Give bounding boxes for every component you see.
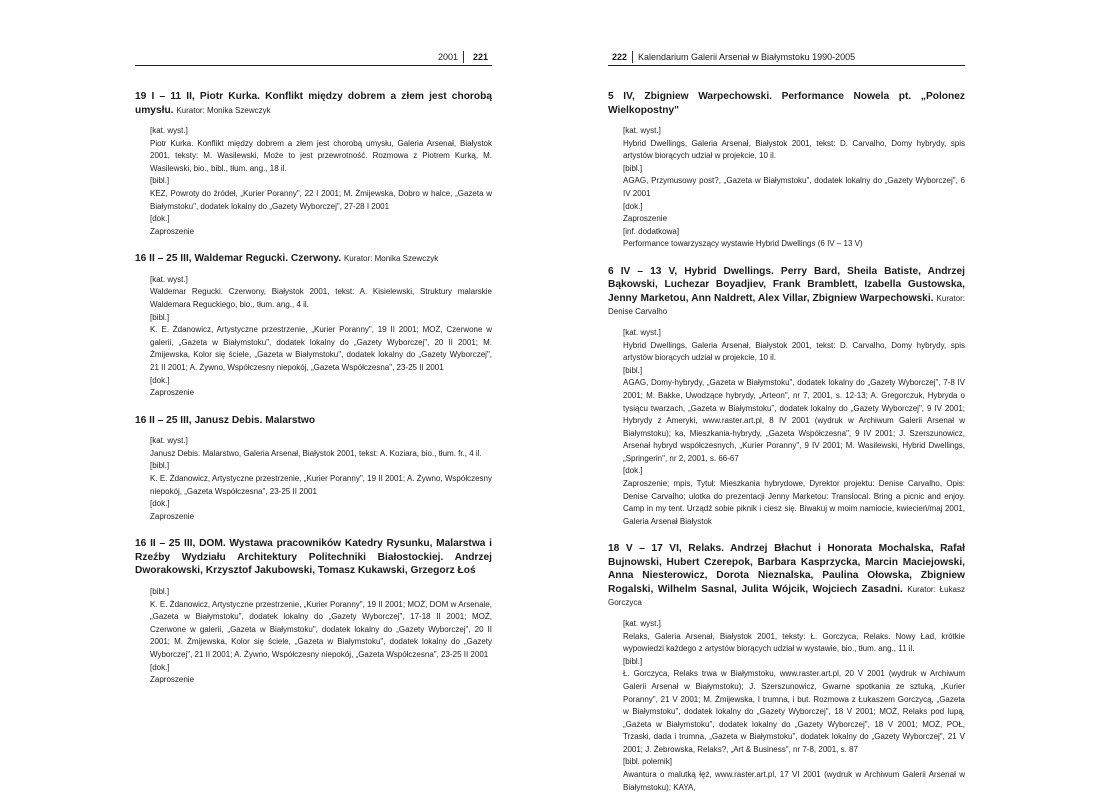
entry-body — [135, 125, 492, 238]
entry-line: Piotr Kurka. Konflikt między dobrem a złem jest chorobą umysłu, Galeria Arsenał, Białystok 2001, teksty: M. Wasilewski, Może to jest przewrotność. Rozmowa z Piotrem Kurką, M. Wasilewski, bio., bibl., tłum. ang., 18 il. — [150, 138, 492, 173]
entry-line: AGAG, Domy-hybrydy, „Gazeta w Białymstoku", dodatek lokalny do „Gazety Wyborczej", 7-8 IV 2001; M. Bakke, Uwodzące hybrydy, „Arteon", nr 7, 2001, s. 12-13; A. Gregorczuk, Hybryda o tysiącu twarzach, „Gazeta w Białymstoku", dodatek lokalny do „Gazety Wyborczej", 9 IV 2001; Hybrydy z Ameryki, www.raster.art.pl, 8 IV 2001 (wydruk w Archiwum Galerii Arsenał w Białymstoku); ka, Mieszkania-hybrydy, „Gazeta Współczesna", 9 IV 2001; J. Szerszunowicz, Arsenał hybryd współczesnych, „Kurier Poranny", 9 IV 2001; M. Wasilewski, Hybrid Dwellings, „Springerin", nr 2, 2001, s. 66-67 — [623, 378, 965, 463]
header-divider — [463, 51, 464, 63]
page-number: 221 — [472, 52, 488, 62]
entry-line: Relaks, Galeria Arsenał, Białystok 2001, teksty: Ł. Gorczyca, Relaks. Nowy Ład, krótkie wypowiedzi każdego z artystów biorących udział w wystawie, bio., tłum. ang., 11 il. — [623, 631, 965, 654]
entry-title: 16 II – 25 III, Waldemar Regucki. Czerwony. — [135, 253, 342, 265]
entry-line: Awantura o malutką łęż, www.raster.art.pl, 17 VI 2001 (wydruk w Archiwum Galerii Arsenał w Białymstoku); KAYA, — [623, 770, 965, 792]
entry-line: [bibl.] — [150, 586, 170, 596]
entry-line: K. E. Żdanowicz, Artystyczne przestrzenie, „Kurier Poranny", 19 II 2001; A. Żywno, Współczesny niepokój, „Gazeta Współczesna", 23-25 II 2001 — [150, 474, 492, 496]
page-header — [135, 49, 492, 66]
entry-line: K. E. Żdanowicz, Artystyczne przestrzenie, „Kurier Poranny", 19 II 2001; MOŻ, Czerwone w galerii, „Gazeta w Białymstoku", dodatek lokalny do „Gazety Wyborczej", 20 II 2001; M. Żmijewska, Kolor się ściele, „Gazeta w Białymstoku", dodatek lokalny do „Gazety Wyborczej", 21 II 2001; A. Żywno, Współczesny niepokój, „Gazeta Współczesna", 23-25 II 2001 — [150, 325, 492, 372]
entry-line: Performance towarzyszący wystawie Hybrid Dwellings (6 IV – 13 V) — [623, 239, 863, 249]
entry-line: Zaproszenie — [150, 675, 195, 685]
entry-curator: Kurator: Łukasz Gorczyca — [608, 584, 965, 608]
entry-body — [135, 586, 492, 687]
page-number: 222 — [612, 52, 628, 62]
entry-line: Hybrid Dwellings, Galeria Arsenał, Białystok 2001, tekst: D. Carvalho, Domy hybrydy, spis artystów biorących udział w projekcie, 10 il. — [623, 138, 965, 161]
entry-line: [bibl.] — [150, 176, 170, 186]
entry — [135, 414, 492, 524]
entry-line: [kat. wyst.] — [150, 274, 188, 284]
entry-line: [bibl.] — [623, 656, 643, 666]
header-divider — [632, 51, 633, 63]
entry-line: [kat. wyst.] — [623, 327, 661, 337]
entry — [135, 252, 492, 399]
entry-line: Ł. Gorczyca, Relaks trwa w Białymstoku, www.raster.art.pl, 20 V 2001 (wydruk w Archiwum Galerii Arsenał w Białymstoku); J. Szerszunowicz, Gwarne spotkania ze sztuką, „Kurier Poranny", 21 V 2001; M. Żmijewska, I trumna, i but. Rozmowa z Łukaszem Gorczycą, „Gazeta w Białymstoku", dodatek lokalny do „Gazety Wyborczej", 18 V 2001; MOŻ, Relaks pod lupą, „Gazeta w Białymstoku", dodatek lokalny do „Gazety Wyborczej", 18 V 2001; MOŻ, POŁ, Trzaski, dada i trumna, „Gazeta w Białymstoku", dodatek lokalny do „Gazety Wyborczej", 21 V 2001; J. Żebrowska, Relaks?, „Art & Business", nr 7-8, 2001, s. 87 — [623, 669, 965, 754]
entry-curator: Kurator: Monika Szewczyk — [176, 105, 271, 115]
entry-line: Zaproszenie; mpis, Tytuł: Mieszkania hybrydowe, Dyrektor projektu: Denise Carvalho, Opis: Denise Carvalho; ulotka do prezentacji Jenny Marketou: Translocal. Bring a picnic and enjoy. Camp in my tent. Urządź sobie piknik i ciesz się. Biwakuj w moim namiocie, kwiecień/maj 2001, Galeria Arsenał Białystok — [623, 479, 965, 526]
entry-line: [inf. dodatkowa] — [623, 226, 680, 236]
entry-body — [135, 274, 492, 400]
entry-line: AGAG, Przymusowy post?, „Gazeta w Białymstoku", dodatek lokalny do „Gazety Wyborczej", 6 IV 2001 — [623, 176, 965, 198]
entry-title: 16 II – 25 III, DOM. Wystawa pracowników Katedry Rysunku, Malarstwa i Rzeźby Wydziału Architektury Politechniki Białostockiej. Andrzej Dworakowski, Krzysztof Jakubowski, Tomasz Kukawski, Grzegorz Łoś — [135, 538, 492, 577]
entries — [608, 90, 965, 808]
page-header — [608, 49, 965, 66]
entry-curator: Kurator: Monika Szewczyk — [343, 254, 439, 264]
entry — [135, 537, 492, 686]
entry-line: [kat. wyst.] — [150, 436, 188, 446]
header-year: 2001 — [437, 52, 458, 62]
entries — [135, 90, 492, 701]
entry-line: [dok.] — [150, 375, 170, 385]
entry-line: [kat. wyst.] — [150, 126, 188, 135]
right-page — [608, 0, 965, 792]
entry-line: Zaproszenie — [150, 226, 195, 236]
entry-body — [135, 435, 492, 523]
entry-line: Waldemar Regucki. Czerwony, Białystok 2001, tekst: A. Kisielewski, Struktury malarskie Waldemara Reguckiego, bio., tłum. ang., 4 il. — [150, 287, 492, 310]
entry-title: 16 II – 25 III, Janusz Debis. Malarstwo — [135, 414, 316, 426]
entry-line: [dok.] — [623, 466, 643, 476]
entry-title: 18 V – 17 VI, Relaks. Andrzej Błachut i Honorata Mochalska, Rafał Bujnowski, Hubert Czerepok, Barbara Kasprzycka, Marcin Maciejowski, Anna Niesterowicz, Dorota Nieznalska, Paulina Ołowska, Zbigniew Rogalski, Wilhelm Sasnal, Julita Wójcik, Wojciech Zasadni. — [608, 543, 965, 595]
entry-line: Zaproszenie — [623, 214, 668, 224]
entry-line: K. E. Żdanowicz, Artystyczne przestrzenie, „Kurier Poranny", 19 II 2001; MOŻ, DOM w Arsenale, „Gazeta w Białymstoku", dodatek lokalny do „Gazety Wyborczej", 17-18 II 2001; MOŻ, Czerwone w galerii, „Gazeta w Białymstoku", dodatek lokalny do „Gazety Wyborczej", 20 II 2001; M. Żmijewska, Kolor się ściele, „Gazeta w Białymstoku", dodatek lokalny do „Gazety Wyborczej", 21 II 2001; A. Żywno, Współczesny niepokój, „Gazeta Współczesna", 23-25 II 2001 — [150, 599, 492, 659]
entry-line: [dok.] — [150, 214, 170, 224]
entry-line: Zaproszenie — [150, 388, 195, 398]
entry-line: Hybrid Dwellings, Galeria Arsenał, Białystok 2001, tekst: D. Carvalho, Domy hybrydy, spis artystów biorących udział w projekcie, 10 il. — [623, 340, 965, 363]
entry — [135, 90, 492, 238]
running-title: Kalendarium Galerii Arsenał w Białymstoku 1990-2005 — [638, 52, 856, 62]
entry-line: [bibl.] — [623, 365, 643, 375]
entry-line: Zaproszenie — [150, 511, 195, 521]
entry-line: [kat. wyst.] — [623, 126, 661, 135]
entry — [608, 90, 965, 251]
entry-line: [dok.] — [623, 201, 643, 211]
entry-line: [bibl.] — [623, 163, 643, 173]
entry-line: [bibl.] — [150, 312, 170, 322]
entry-title: 6 IV – 13 V, Hybrid Dwellings. Perry Bard, Sheila Batiste, Andrzej Bąkowski, Luchezar Boyadjiev, Frank Bramblett, Izabella Gustowska, Jenny Marketou, Ann Naldrett, Alex Villar, Zbigniew Warpechowski. — [608, 265, 965, 304]
entry — [608, 542, 965, 794]
entry-title: 5 IV, Zbigniew Warpechowski. Performance Nowela pt. „Polonez Wielkopostny" — [608, 91, 965, 116]
entry-title: 19 I – 11 II, Piotr Kurka. Konflikt między dobrem a złem jest chorobą umysłu. — [135, 91, 492, 116]
entry-body — [608, 125, 965, 251]
entry-line: [kat. wyst.] — [623, 618, 661, 628]
entry-line: [bibl.] — [150, 461, 170, 471]
entry-body — [608, 327, 965, 529]
entry — [608, 265, 965, 529]
entry-line: KEZ, Powroty do źródeł, „Kurier Poranny", 22 I 2001; M. Żmijewska, Dobro w halce, „Gazeta w Białymstoku", dodatek lokalny do „Gazety Wyborczej", 27-28 I 2001 — [150, 188, 492, 211]
entry-line: [bibl. polemik] — [623, 757, 672, 767]
left-page — [135, 0, 492, 758]
entry-line: Janusz Debis. Malarstwo, Galeria Arsenał, Białystok 2001, tekst: A. Koziara, bio., tłum. fr., 4 il. — [150, 448, 482, 458]
entry-line: [dok.] — [150, 662, 170, 672]
entry-curator: Kurator: Denise Carvalho — [608, 293, 965, 317]
entry-line: [dok.] — [150, 499, 170, 509]
entry-body — [608, 618, 965, 794]
